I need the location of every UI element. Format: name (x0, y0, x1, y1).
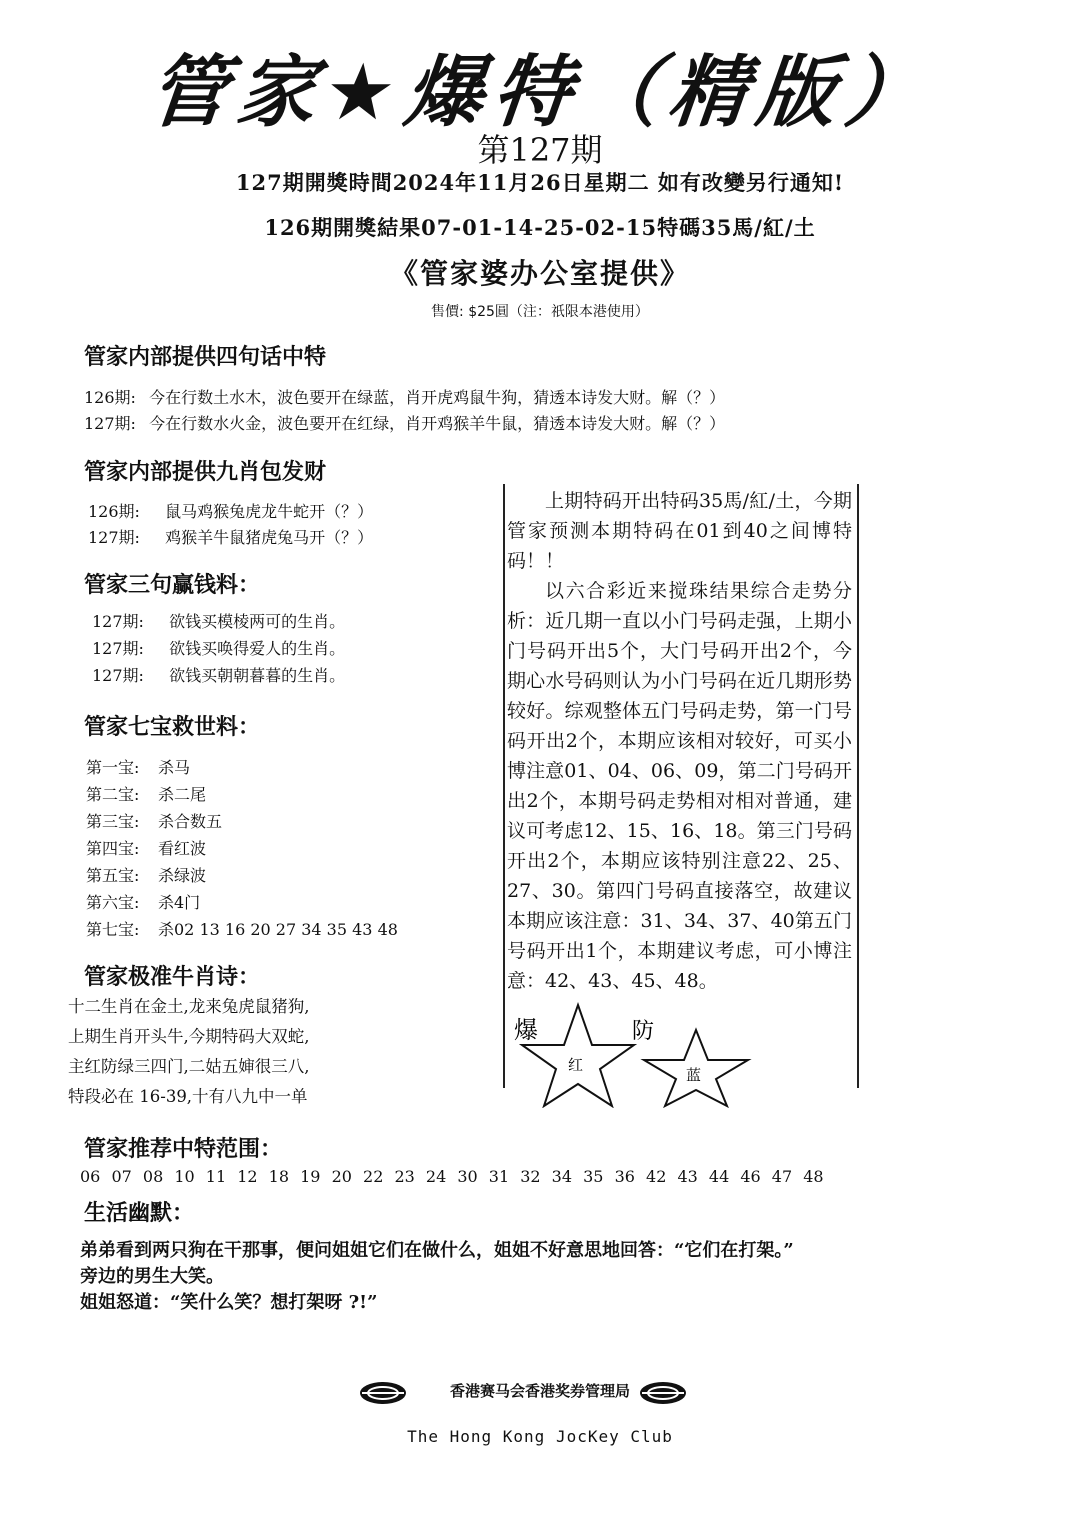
seven-treasures-heading: 管家七宝救世料： (84, 715, 261, 740)
poem-line: 十二生肖在金土,龙来兔虎鼠猪狗, (68, 997, 310, 1016)
treasure-label: 第一宝: (86, 758, 140, 777)
recommend-numbers: 06 07 08 10 11 12 18 19 20 22 23 24 30 31 32 34 35 36 42 43 44 46 47 48 (80, 1167, 824, 1186)
draw-notice: 127期開獎時間2024年11月26日星期二 如有改變另行通知! (235, 170, 845, 195)
poem-line: 特段必在 16-39,十有八九中一单 (68, 1087, 308, 1106)
three-phrases-row (92, 612, 345, 632)
poem-heading: 管家极准牛肖诗： (84, 965, 261, 990)
analysis-text (507, 486, 852, 996)
humor-line: 弟弟看到两只狗在干那事，便问姐姐它们在做什么，姐姐不好意思地回答：“它们在打架。” (80, 1240, 794, 1261)
zodiac-text: 鼠马鸡猴兔虎龙牛蛇开（？） (165, 502, 374, 521)
star-label: 蓝 (686, 1066, 702, 1084)
treasure-row (86, 812, 222, 832)
phrase-text: 欲钱买唤得爱人的生肖。 (169, 639, 346, 658)
three-phrases-row (92, 639, 345, 659)
treasure-label: 第三宝: (86, 812, 140, 831)
period-label: 127期: (84, 414, 136, 433)
recommend-heading: 管家推荐中特范围： (84, 1137, 283, 1162)
treasure-label: 第六宝: (86, 893, 140, 912)
treasure-label: 第二宝: (86, 785, 140, 804)
poem-line: 主红防绿三四门,二姑五婶很三八, (68, 1057, 310, 1076)
issue-number: 第127期 (477, 131, 603, 169)
humor-line: 旁边的男生大笑。 (80, 1266, 224, 1287)
treasure-row (86, 866, 206, 886)
phrase-text: 欲钱买朝朝暮暮的生肖。 (169, 666, 346, 685)
treasure-label: 第四宝: (86, 839, 140, 858)
page-title: 管家★爆特（精版） (144, 48, 938, 138)
period-label: 127期: (92, 639, 144, 658)
treasure-text: 杀02 13 16 20 27 34 35 43 48 (158, 920, 398, 939)
jockey-club-logo-icon (638, 1380, 688, 1406)
treasure-text: 看红波 (158, 839, 207, 858)
poem-body (68, 992, 310, 1112)
four-lines-row (84, 414, 725, 434)
treasure-label: 第七宝: (86, 920, 140, 939)
treasure-text: 杀马 (158, 758, 191, 777)
nine-zodiac-row (88, 528, 373, 548)
star-label: 爆 (514, 1016, 538, 1044)
nine-zodiac-row (88, 502, 373, 522)
treasure-row (86, 839, 206, 859)
treasure-text: 杀4门 (158, 893, 201, 912)
verse-text: 今在行数水火金，波色要开在红绿，肖开鸡猴羊牛鼠，猜透本诗发大财。解（？） (149, 414, 726, 433)
treasure-row (86, 920, 398, 940)
stars-graphic (508, 1000, 848, 1108)
nine-zodiac-heading: 管家内部提供九肖包发财 (84, 460, 327, 485)
star-label: 红 (568, 1056, 584, 1074)
analysis-paragraph: 以六合彩近来搅珠结果综合走势分析：近几期一直以小门号码走强，上期小门号码开出5个，大门号码开出2个，今期心水号码则认为小门号码在近几期形势较好。综观整体五门号码走势，第一门号码开出2个，本期应该相对较好，可买小博注意01、04、06、09，第二门号码开出2个，本期号码走势相对相对普通，建议可考虑12、15、16、18。第三门号码开出2个，本期应该特别注意22、25、27、30。第四门号码直接落空，故建议本期应该注意：31、34、37、40第五门号码开出1个，本期建议考虑，可小博注意：42、43、45、48。 (507, 580, 852, 992)
footer-en: The Hong Kong JocKey Club (407, 1427, 673, 1446)
star-label: 防 (632, 1019, 655, 1044)
three-phrases-row (92, 666, 345, 686)
analysis-paragraph: 上期特码开出特码35馬/紅/土，今期管家预测本期特码在01到40之间博特码！！ (507, 490, 852, 572)
footer-cn: 香港赛马会香港奖券管理局 (449, 1382, 630, 1400)
treasure-text: 杀绿波 (158, 866, 207, 885)
treasure-text: 杀合数五 (158, 812, 223, 831)
last-result: 126期開獎結果07-01-14-25-02-15特碼35馬/紅/土 (264, 215, 816, 240)
price-note: 售價: $25圓（注：祇限本港使用） (431, 304, 649, 320)
treasure-row (86, 893, 200, 913)
treasure-row (86, 785, 206, 805)
treasure-row (86, 758, 190, 778)
provider: 《管家婆办公室提供》 (389, 257, 690, 290)
period-label: 127期: (92, 666, 144, 685)
treasure-text: 杀二尾 (158, 785, 207, 804)
four-lines-row (84, 388, 725, 408)
humor-line: 姐姐怒道：“笑什么笑？想打架呀 ?!” (80, 1292, 378, 1313)
four-lines-heading: 管家内部提供四句话中特 (84, 345, 327, 370)
three-phrases-heading: 管家三句赢钱料： (84, 573, 261, 598)
humor-text (80, 1238, 1000, 1316)
treasure-label: 第五宝: (86, 866, 140, 885)
phrase-text: 欲钱买模棱两可的生肖。 (169, 612, 346, 631)
period-label: 126期: (88, 502, 140, 521)
zodiac-text: 鸡猴羊牛鼠猪虎兔马开（？） (165, 528, 374, 547)
period-label: 127期: (92, 612, 144, 631)
verse-text: 今在行数土水木，波色要开在绿蓝，肖开虎鸡鼠牛狗，猜透本诗发大财。解（？） (149, 388, 726, 407)
period-label: 127期: (88, 528, 140, 547)
poem-line: 上期生肖开头牛,今期特码大双蛇, (68, 1027, 310, 1046)
period-label: 126期: (84, 388, 136, 407)
humor-heading: 生活幽默： (84, 1201, 195, 1226)
